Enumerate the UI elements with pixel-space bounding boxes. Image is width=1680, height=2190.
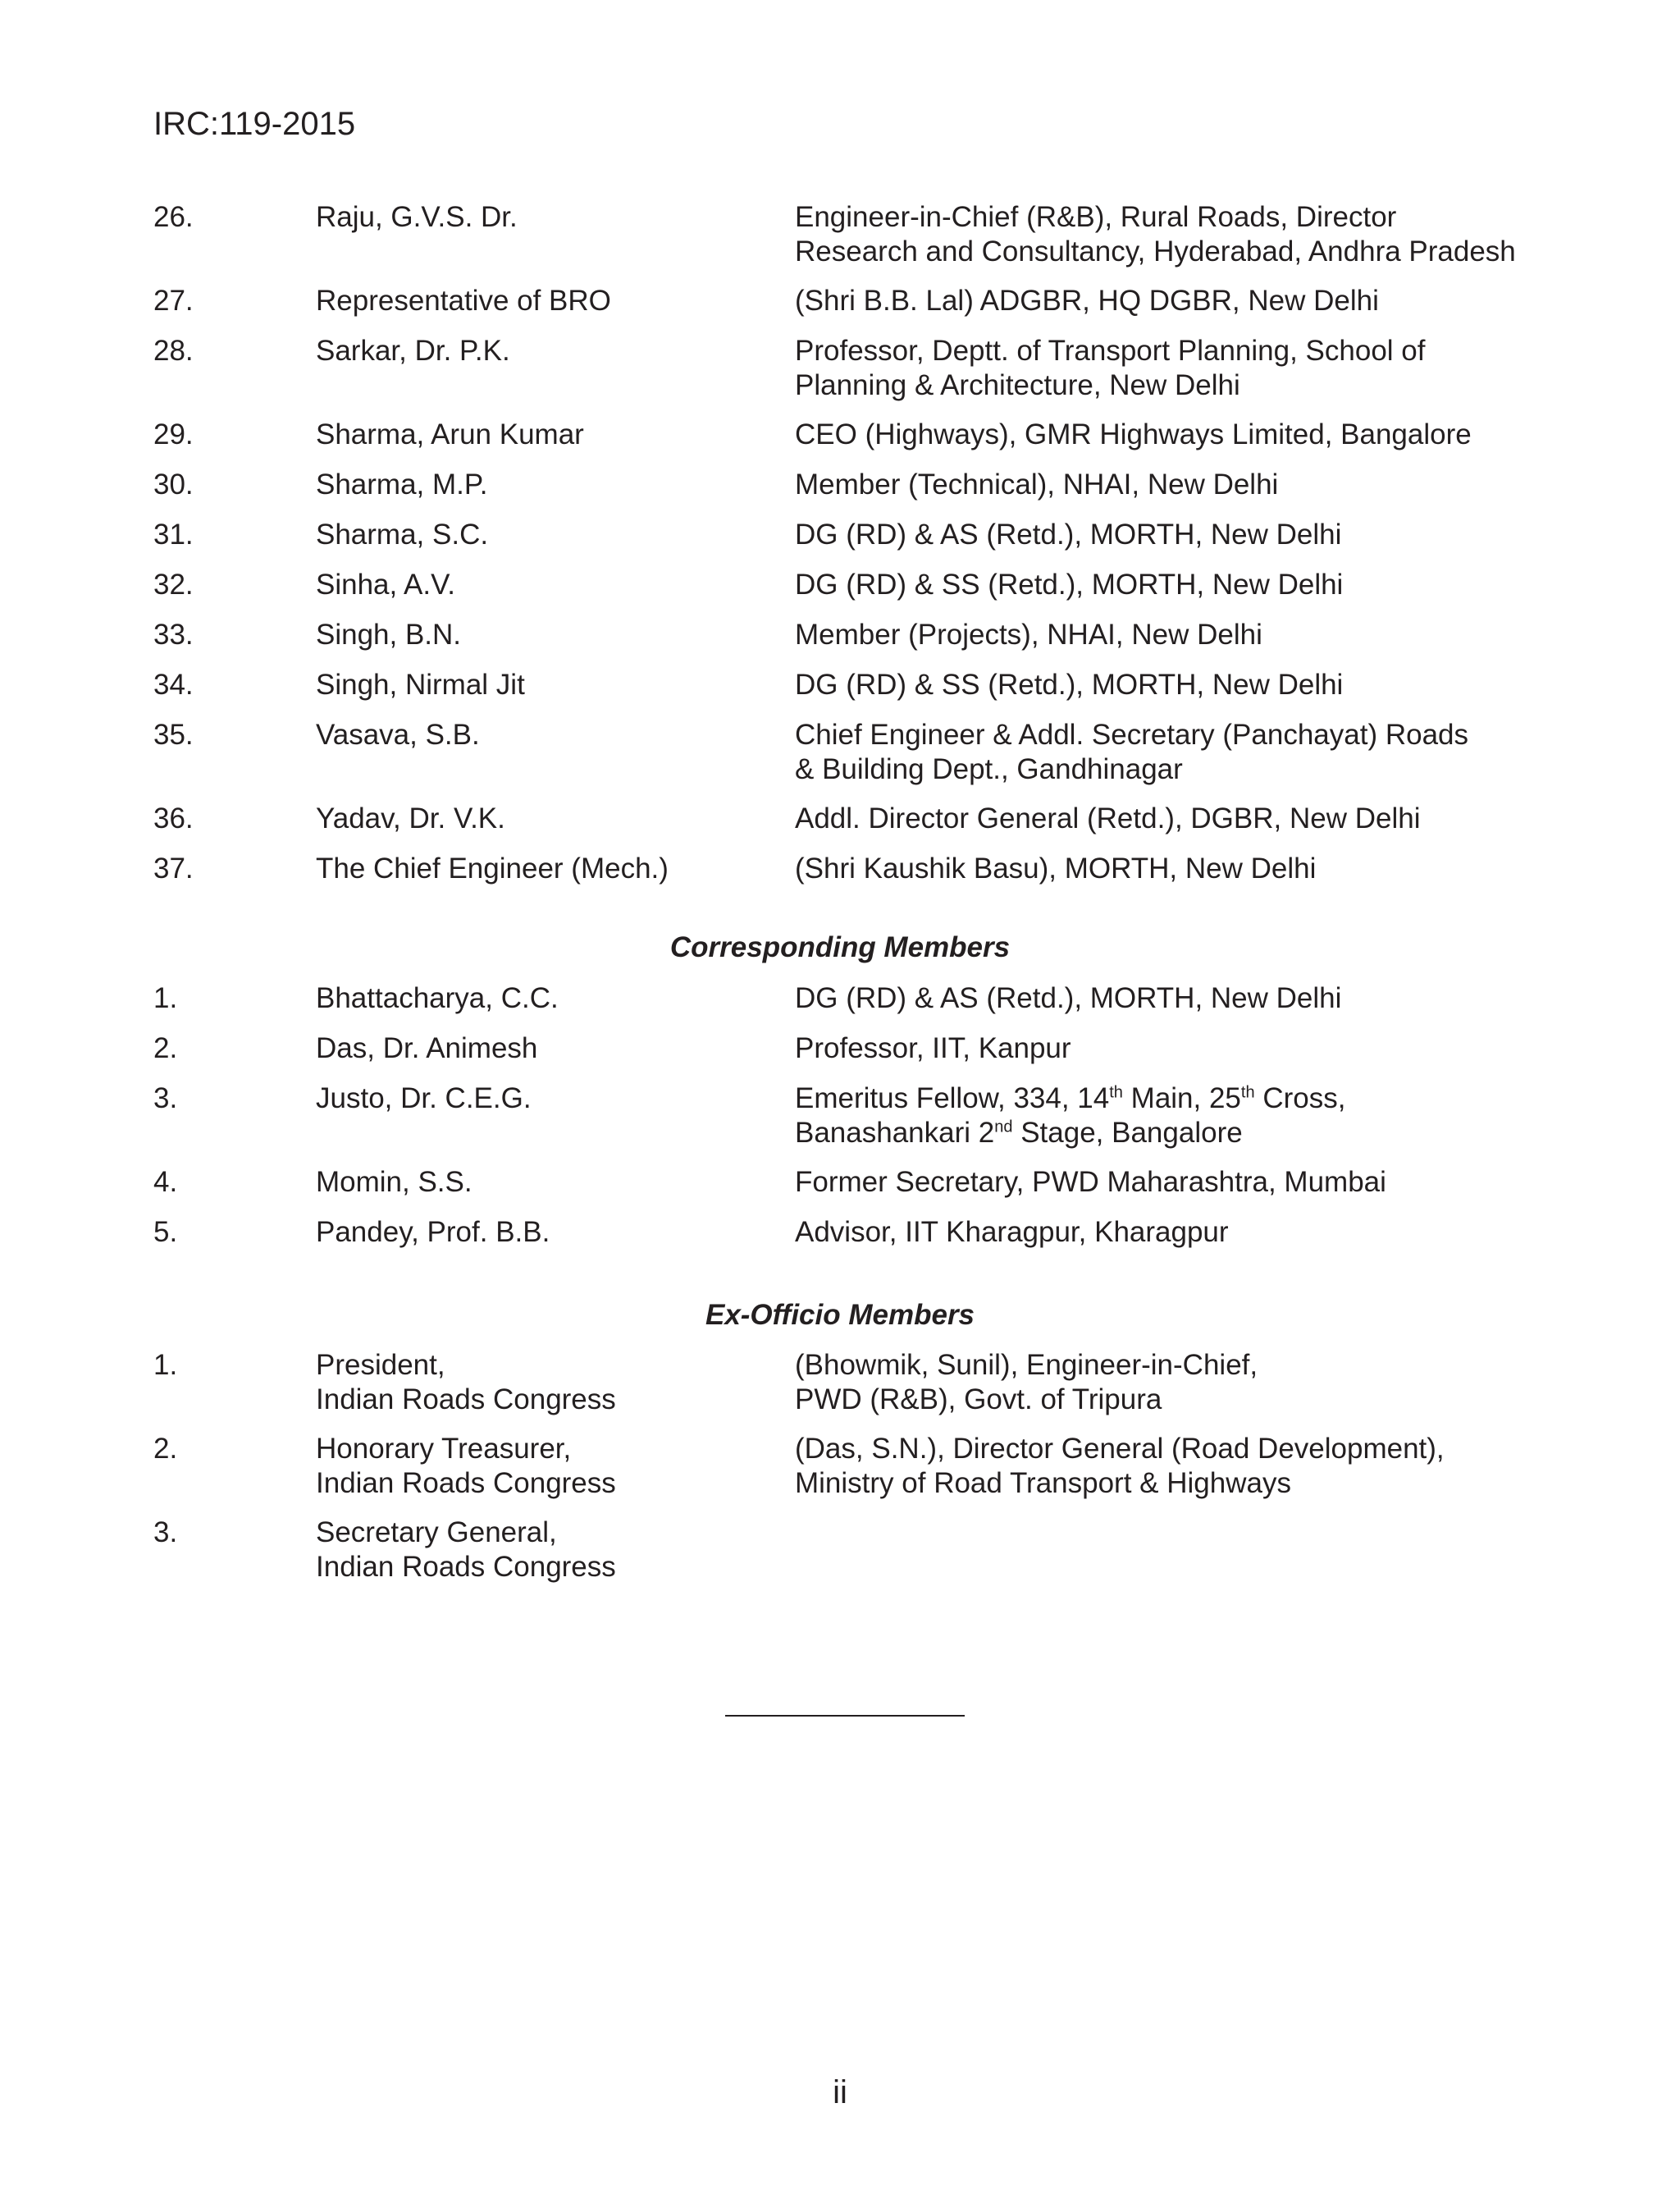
member-name: Sharma, M.P. (316, 469, 488, 501)
member-name: Raju, G.V.S. Dr. (316, 201, 518, 233)
member-name: Sarkar, Dr. P.K. (316, 335, 510, 367)
member-designation: Chief Engineer & Addl. Secretary (Panchayat) Roads & Building Dept., Gandhinagar (795, 719, 1468, 785)
member-designation: Engineer-in-Chief (R&B), Rural Roads, Director Research and Consultancy, Hyderabad, Andhra Pradesh (795, 201, 1516, 267)
member-name: Representative of BRO (316, 285, 611, 317)
ex-officio-members-heading: Ex-Officio Members (705, 1299, 975, 1331)
member-designation: DG (RD) & AS (Retd.), MORTH, New Delhi (795, 519, 1342, 551)
member-designation: CEO (Highways), GMR Highways Limited, Bangalore (795, 418, 1472, 450)
corresponding-members-heading: Corresponding Members (669, 931, 1011, 963)
member-name: Momin, S.S. (316, 1166, 472, 1198)
member-number: 29. (153, 418, 194, 450)
member-name: Sinha, A.V. (316, 569, 455, 601)
member-number: 3. (153, 1082, 178, 1114)
member-name: Singh, Nirmal Jit (316, 669, 525, 701)
member-designation: (Das, S.N.), Director General (Road Development), Ministry of Road Transport & Highways (795, 1433, 1445, 1499)
member-number: 5. (153, 1216, 178, 1248)
member-name: The Chief Engineer (Mech.) (316, 853, 669, 885)
member-number: 31. (153, 519, 194, 551)
document-id: IRC:119-2015 (153, 106, 356, 142)
member-designation: (Bhowmik, Sunil), Engineer-in-Chief, PWD (R&B), Govt. of Tripura (795, 1349, 1258, 1415)
member-number: 28. (153, 335, 194, 367)
member-designation: (Shri Kaushik Basu), MORTH, New Delhi (795, 853, 1317, 885)
member-name: Vasava, S.B. (316, 719, 480, 751)
member-number: 36. (153, 802, 194, 834)
member-designation: Professor, Deptt. of Transport Planning, School of Planning & Architecture, New Delhi (795, 335, 1426, 401)
member-number: 33. (153, 619, 194, 651)
page-number: ii (833, 2074, 847, 2110)
member-number: 37. (153, 853, 194, 885)
member-number: 2. (153, 1433, 178, 1465)
end-rule (725, 1715, 965, 1717)
member-number: 35. (153, 719, 194, 751)
member-designation: Addl. Director General (Retd.), DGBR, New Delhi (795, 802, 1421, 834)
member-number: 34. (153, 669, 194, 701)
member-designation: (Shri B.B. Lal) ADGBR, HQ DGBR, New Delhi (795, 285, 1379, 317)
member-designation: DG (RD) & SS (Retd.), MORTH, New Delhi (795, 569, 1344, 601)
member-number: 1. (153, 1349, 178, 1381)
member-designation: Member (Projects), NHAI, New Delhi (795, 619, 1262, 651)
member-designation: Professor, IIT, Kanpur (795, 1032, 1071, 1064)
member-designation: Advisor, IIT Kharagpur, Kharagpur (795, 1216, 1229, 1248)
member-designation: Member (Technical), NHAI, New Delhi (795, 469, 1279, 501)
member-designation: DG (RD) & AS (Retd.), MORTH, New Delhi (795, 982, 1342, 1014)
member-number: 2. (153, 1032, 178, 1064)
member-name: Secretary General, Indian Roads Congress (316, 1516, 616, 1583)
member-name: Honorary Treasurer, Indian Roads Congress (316, 1433, 616, 1499)
member-name: Das, Dr. Animesh (316, 1032, 538, 1064)
member-name: Yadav, Dr. V.K. (316, 802, 505, 834)
member-name: Singh, B.N. (316, 619, 462, 651)
member-name: Sharma, S.C. (316, 519, 489, 551)
member-designation: Former Secretary, PWD Maharashtra, Mumbai (795, 1166, 1386, 1198)
member-number: 4. (153, 1166, 178, 1198)
member-number: 26. (153, 201, 194, 233)
member-name: Bhattacharya, C.C. (316, 982, 559, 1014)
member-number: 30. (153, 469, 194, 501)
member-designation: DG (RD) & SS (Retd.), MORTH, New Delhi (795, 669, 1344, 701)
member-number: 1. (153, 982, 178, 1014)
member-name: Sharma, Arun Kumar (316, 418, 584, 450)
member-name: Justo, Dr. C.E.G. (316, 1082, 532, 1114)
member-number: 3. (153, 1516, 178, 1548)
member-number: 32. (153, 569, 194, 601)
member-name: Pandey, Prof. B.B. (316, 1216, 550, 1248)
member-name: President, Indian Roads Congress (316, 1349, 616, 1415)
member-number: 27. (153, 285, 194, 317)
member-designation: Emeritus Fellow, 334, 14th Main, 25th Cross, Banashankari 2nd Stage, Bangalore (795, 1082, 1346, 1149)
